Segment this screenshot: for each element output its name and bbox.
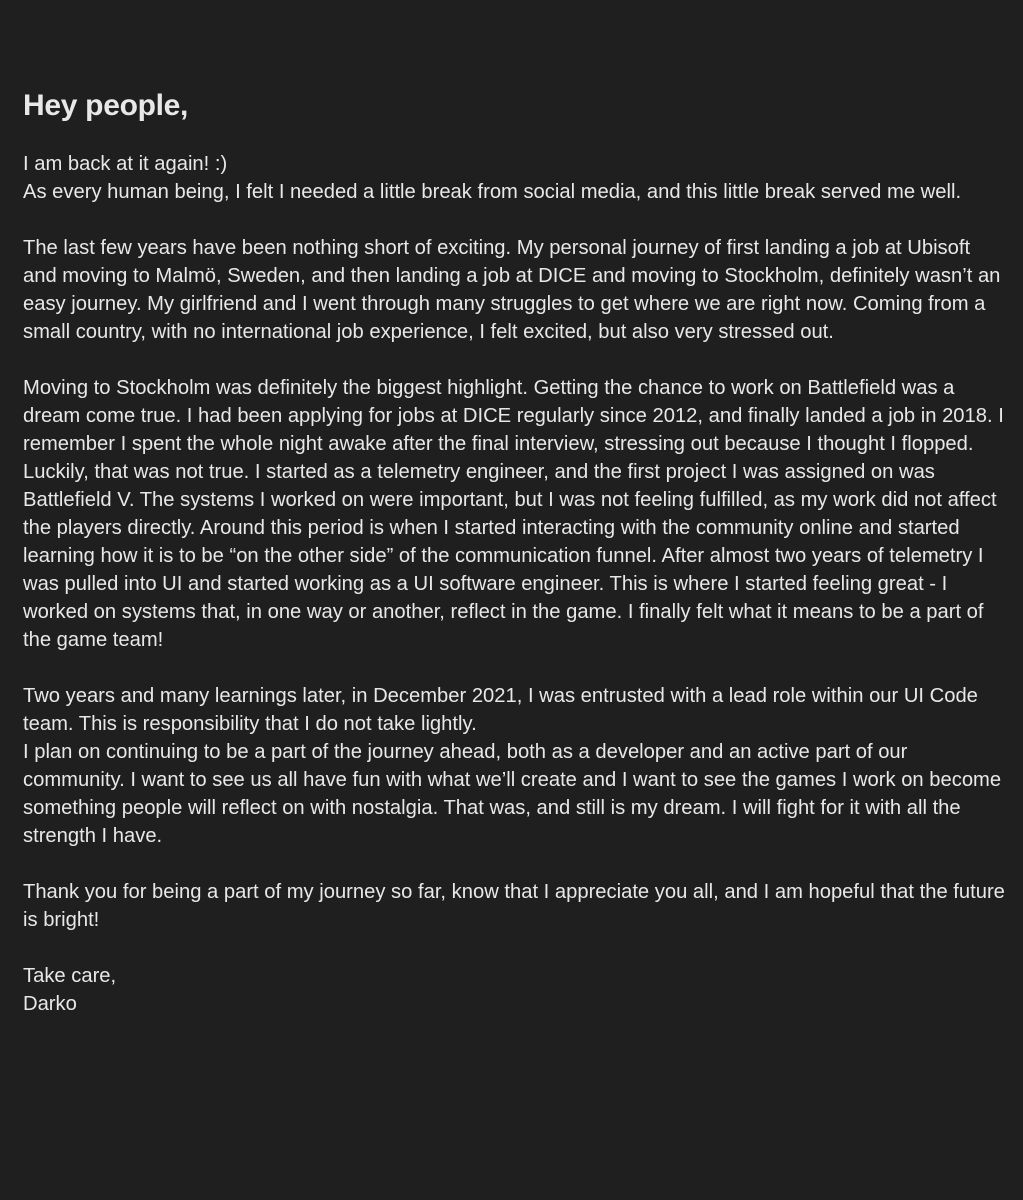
paragraph-journey: The last few years have been nothing short of exciting. My personal journey of first landing a job at Ubisoft and moving to Malmö, Sweden, and then landing a job at DICE and moving to Stockholm, definitely wasn’t an easy journey. My girlfriend and I went through many struggles to get where we are right now. Coming from a small country, with no international job experience, I felt excited, but also very stressed out. — [23, 237, 1001, 343]
letter-heading: Hey people, — [23, 89, 189, 122]
lead-role-line-2: I plan on continuing to be a part of the journey ahead, both as a developer and an active part of our community. I want to see us all have fun with what we’ll create and I want to see the games I work on become something people will reflect on with nostalgia. That was, and still is my dream. I will fight for it with all the strength I have. — [23, 741, 1002, 847]
lead-role-line-1: Two years and many learnings later, in December 2021, I was entrusted with a lead role within our UI Code team. This is responsibility that I do not take lightly. — [23, 685, 978, 735]
intro-paragraph — [23, 150, 1009, 206]
sign-off — [23, 962, 1009, 1018]
closing-text: Take care, — [23, 965, 117, 987]
intro-line-1: I am back at it again! :) — [23, 153, 228, 175]
signature-name: Darko — [23, 993, 77, 1015]
intro-line-2: As every human being, I felt I needed a little break from social media, and this little break served me well. — [23, 181, 962, 203]
paragraph-stockholm: Moving to Stockholm was definitely the biggest highlight. Getting the chance to work on Battlefield was a dream come true. I had been applying for jobs at DICE regularly since 2012, and finally landed a job in 2018. I remember I spent the whole night awake after the final interview, stressing out because I thought I flopped. Luckily, that was not true. I started as a telemetry engineer, and the first project I was assigned on was Battlefield V. The systems I worked on were important, but I was not feeling fulfilled, as my work did not affect the players directly. Around this period is when I started interacting with the community online and started learning how it is to be “on the other side” of the communication funnel. After almost two years of telemetry I was pulled into UI and started working as a UI software engineer. This is where I started feeling great - I worked on systems that, in one way or another, reflect in the game. I finally felt what it means to be a part of the game team! — [23, 377, 1004, 651]
paragraph-thanks: Thank you for being a part of my journey so far, know that I appreciate you all, and I am hopeful that the future is bright! — [23, 881, 1005, 931]
paragraph-lead-role — [23, 682, 1009, 850]
